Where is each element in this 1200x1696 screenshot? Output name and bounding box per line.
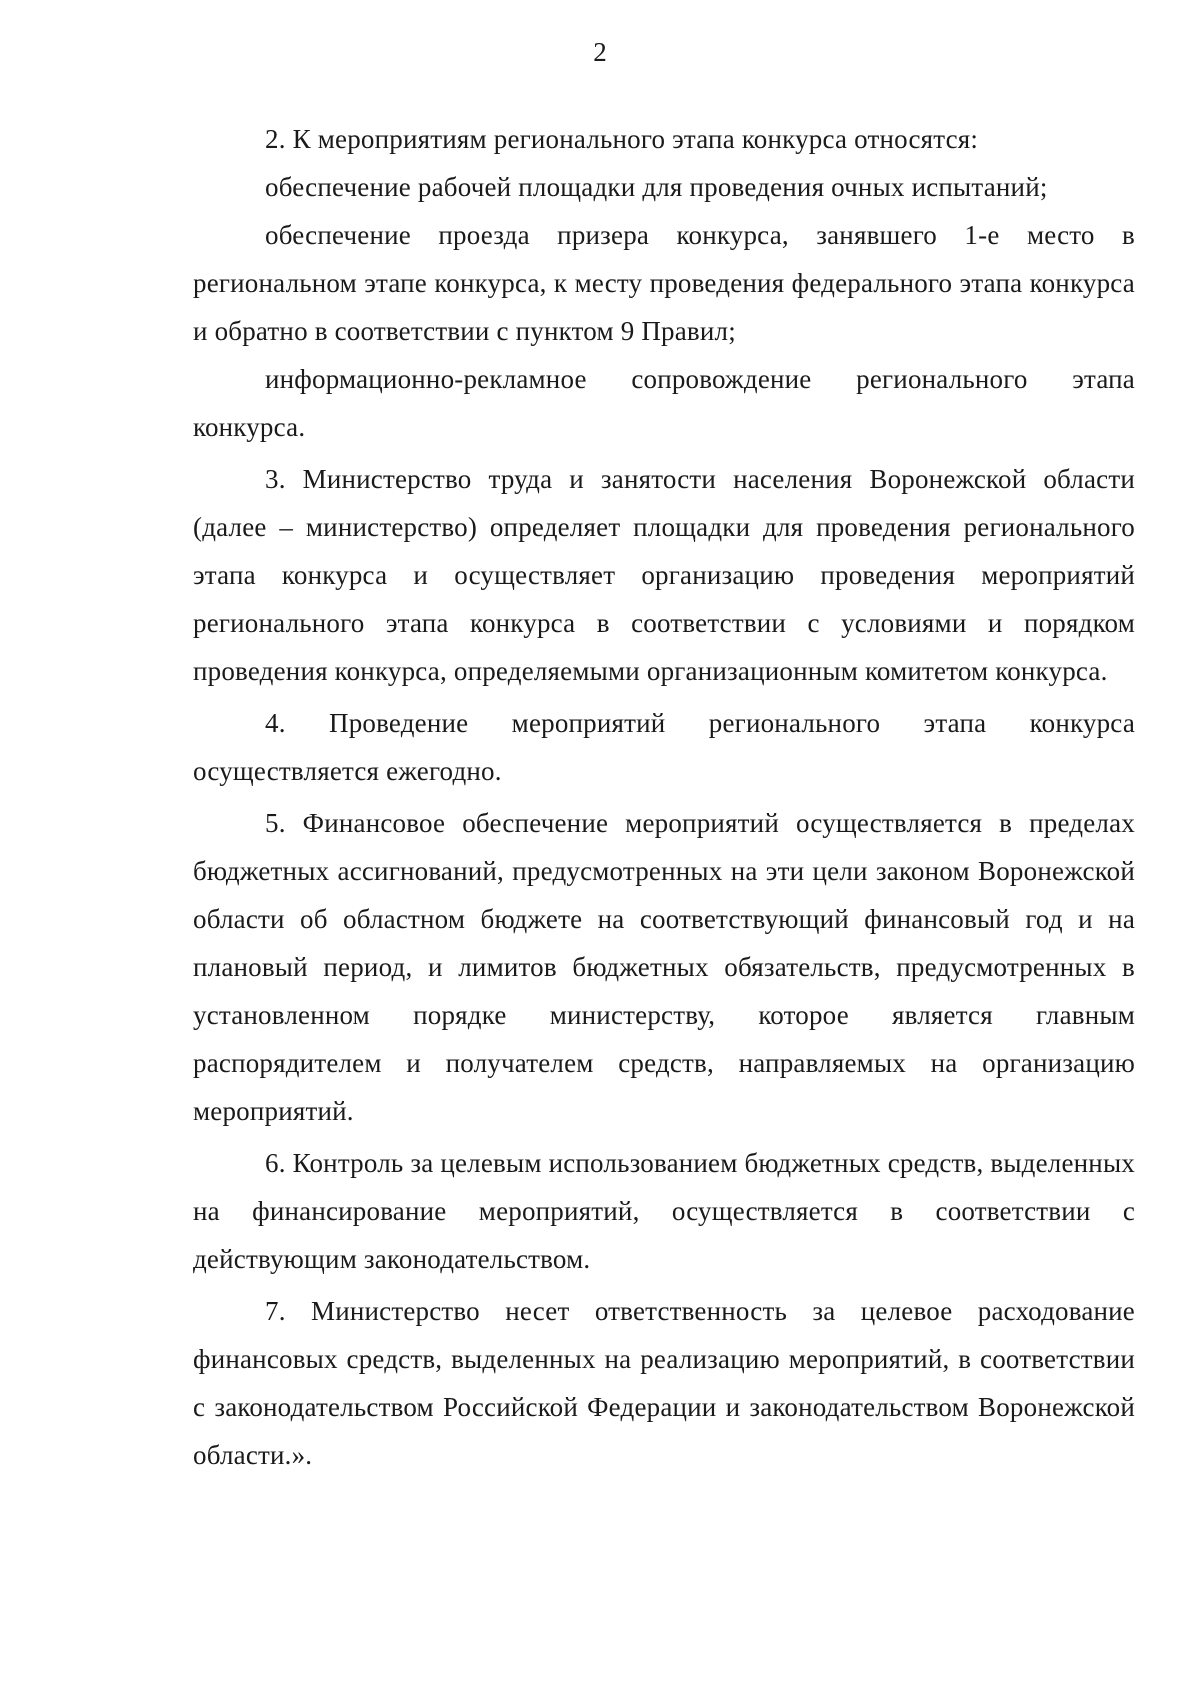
paragraph-3: 3. Министерство труда и занятости населения Воронежской области (далее – министерство) определяет площадки для проведения регионального этапа конкурса и осуществляет организацию проведения мероприятий регионального этапа конкурса в соответствии с условиями и порядком проведения конкурса, определяемыми организационным комитетом конкурса. — [193, 464, 1135, 686]
page-number: 2 — [593, 37, 607, 67]
paragraph-5: 5. Финансовое обеспечение мероприятий осуществляется в пределах бюджетных ассигнований, предусмотренных на эти цели законом Воронежской области об областном бюджете на соответствующий финансовый год и на плановый период, и лимитов бюджетных обязательств, предусмотренных в установленном порядке министерству, которое является главным распорядителем и получателем средств, направляемых на организацию мероприятий. — [193, 808, 1135, 1126]
paragraph-2-item-2: обеспечение проезда призера конкурса, занявшего 1-е место в региональном этапе конкурса, к месту проведения федерального этапа конкурса и обратно в соответствии с пунктом 9 Правил; — [193, 220, 1135, 346]
document-body — [193, 115, 1135, 1479]
paragraph-2: 2. К мероприятиям регионального этапа конкурса относятся: — [265, 124, 979, 154]
paragraph-4: 4. Проведение мероприятий регионального этапа конкурса осуществляется ежегодно. — [193, 708, 1135, 786]
paragraph-6: 6. Контроль за целевым использованием бюджетных средств, выделенных на финансирование мероприятий, осуществляется в соответствии с действующим законодательством. — [193, 1148, 1135, 1274]
paragraph-7: 7. Министерство несет ответственность за целевое расходование финансовых средств, выделенных на реализацию мероприятий, в соответствии с законодательством Российской Федерации и законодательством Воронежской области.». — [193, 1296, 1135, 1470]
paragraph-2-item-1: обеспечение рабочей площадки для проведения очных испытаний; — [265, 172, 1048, 202]
paragraph-2-item-3: информационно-рекламное сопровождение регионального этапа конкурса. — [193, 364, 1135, 442]
